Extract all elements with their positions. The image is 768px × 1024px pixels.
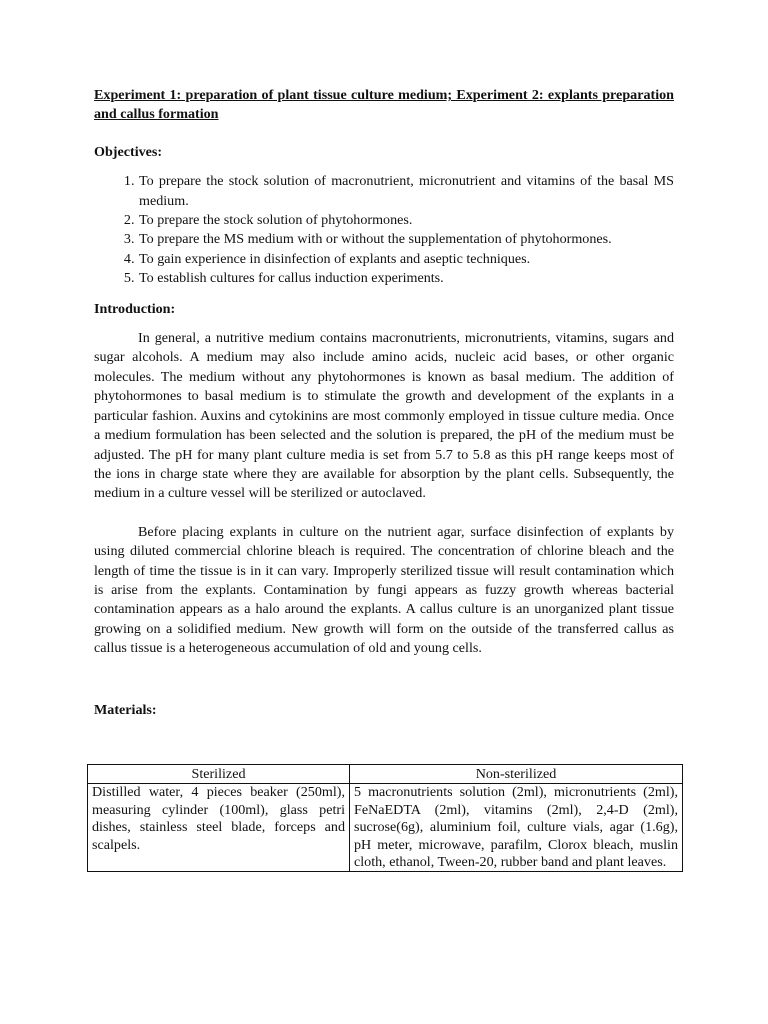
column-header-sterilized: Sterilized [88, 765, 350, 784]
introduction-heading: Introduction: [94, 300, 176, 317]
table-row [88, 784, 683, 872]
document-title: Experiment 1: preparation of plant tissue culture medium; Experiment 2: explants preparation and callus formation [94, 87, 674, 123]
table-header-row [88, 765, 683, 784]
introduction-paragraph: In general, a nutritive medium contains macronutrients, micronutrients, vitamins, sugars and sugar alcohols. A medium may also include amino acids, nucleic acid bases, or other organic molecules. The medium without any phytohormones is known as basal medium. The addition of phytohormones to basal medium is to stimulate the growth and development of the explants in a particular fashion. Auxins and cytokinins are most commonly employed in tissue culture media. Once a medium formulation has been selected and the solution is prepared, the pH of the medium must be adjusted. The pH for many plant culture media is set from 5.7 to 5.8 as this pH range keeps most of the ions in charge state where they are available for absorption by the plant cells. Subsequently, the medium in a culture vessel will be sterilized or autoclaved. [94, 330, 674, 502]
objective-item: 3. To prepare the MS medium with or without the supplementation of phytohormones. [138, 230, 674, 249]
column-header-non-sterilized: Non-sterilized [350, 765, 683, 784]
objective-item: 4. To gain experience in disinfection of explants and aseptic techniques. [138, 250, 674, 269]
objective-item: 5. To establish cultures for callus induction experiments. [138, 269, 674, 288]
objective-item: 2. To prepare the stock solution of phytohormones. [138, 211, 674, 230]
introduction-paragraph: Before placing explants in culture on the nutrient agar, surface disinfection of explants by using diluted commercial chlorine bleach is required. The concentration of chlorine bleach and the length of time the tissue is in it can vary. Improperly sterilized tissue will result contamination which is arise from the explants. Contamination by fungi appears as fuzzy growth whereas bacterial contamination appears as a halo around the explants. A callus culture is an unorganized plant tissue growing on a solidified medium. New growth will form on the outside of the transferred callus as callus tissue is a heterogeneous accumulation of old and young cells. [94, 523, 674, 657]
sterilized-materials-cell: Distilled water, 4 pieces beaker (250ml), measuring cylinder (100ml), glass petri dishes, stainless steel blade, forceps and scalpels. [88, 784, 350, 872]
materials-heading: Materials: [94, 701, 157, 718]
objectives-heading: Objectives: [94, 143, 163, 160]
objective-item: 1. To prepare the stock solution of macronutrient, micronutrient and vitamins of the basal MS medium. [138, 172, 674, 211]
document-body [94, 86, 674, 720]
materials-table [87, 764, 683, 872]
objectives-list [94, 172, 674, 288]
non-sterilized-materials-cell: 5 macronutrients solution (2ml), micronutrients (2ml), FeNaEDTA (2ml), vitamins (2ml), 2,4-D (2ml), sucrose(6g), aluminium foil, culture vials, agar (1.6g), pH meter, microwave, parafilm, Clorox bleach, muslin cloth, ethanol, Tween-20, rubber band and plant leaves. [350, 784, 683, 872]
